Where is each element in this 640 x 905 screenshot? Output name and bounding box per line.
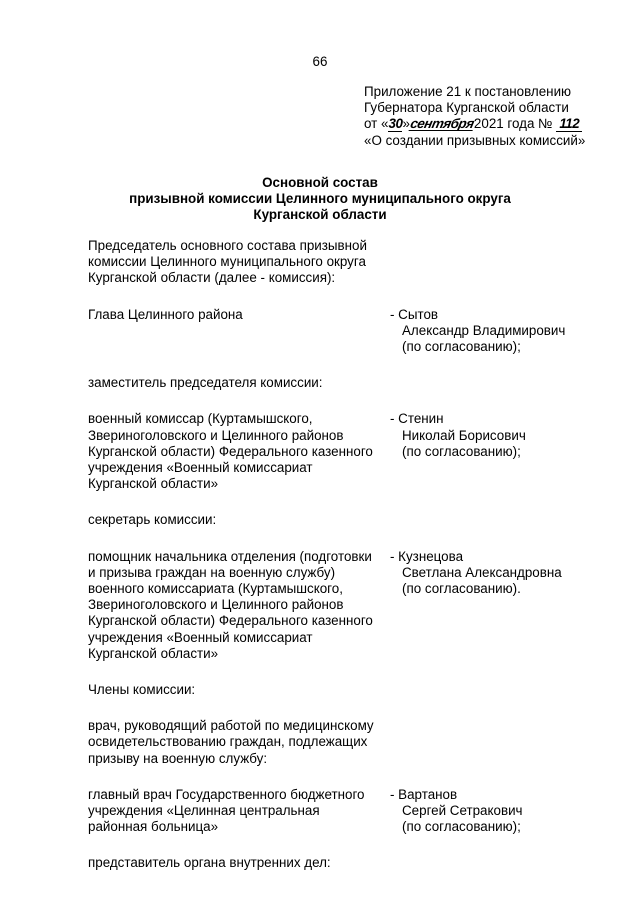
position-line: учреждения «Военный комиссариат	[88, 629, 313, 645]
handwritten-month: сентября	[408, 116, 476, 132]
position-line: Курганской области) Федерального казенного	[88, 443, 373, 459]
member-name	[390, 549, 600, 598]
name-line: Светлана Александровна	[402, 564, 562, 580]
page-number: 66	[312, 54, 328, 69]
position-line: учреждения «Целинная центральная	[88, 803, 320, 819]
member-name	[390, 411, 600, 460]
position-line: и призыва граждан на военную службу)	[88, 564, 336, 580]
name-line: Николай Борисович	[402, 427, 526, 443]
member-name	[390, 307, 600, 356]
secretary-label: секретарь комиссии:	[88, 512, 217, 528]
position-line: Звериноголовского и Целинного районов	[88, 597, 344, 613]
appendix-line-3	[364, 116, 634, 132]
name-line: (по согласованию);	[402, 443, 521, 459]
position-line: Звериноголовского и Целинного районов	[88, 427, 344, 443]
deputy-label: заместитель председателя комиссии:	[88, 375, 323, 391]
position-line: Курганской области»	[88, 645, 219, 661]
document-title	[0, 175, 640, 224]
member-position	[88, 549, 390, 662]
member-name	[390, 787, 600, 836]
name-line: (по согласованию);	[402, 819, 521, 835]
title-line-2: призывной комиссии Целинного муниципального округа	[129, 191, 511, 207]
appendix-line-1: Приложение 21 к постановлению	[364, 84, 572, 99]
position-line: военного комиссариата (Куртамышского,	[88, 581, 343, 597]
doctor-label	[88, 718, 390, 767]
position-line: главный врач Государственного бюджетного	[88, 786, 365, 802]
member-row-doctor	[88, 787, 608, 836]
doctor-label-line: освидетельствованию граждан, подлежащих	[88, 734, 368, 750]
name-line: (по согласованию).	[402, 581, 521, 597]
appendix-year: 2021 года №	[473, 116, 553, 132]
title-line-1: Основной состав	[262, 175, 378, 190]
member-row-secretary	[88, 549, 608, 662]
police-label: представитель органа внутренних дел:	[88, 855, 331, 871]
member-position	[88, 787, 390, 836]
members-label: Члены комиссии:	[88, 682, 196, 698]
appendix-line-2: Губернатора Курганской области	[364, 100, 569, 116]
position-line: Курганской области»	[88, 476, 219, 492]
name-line: Александр Владимирович	[402, 322, 566, 338]
position-line: помощник начальника отделения (подготовки	[88, 548, 372, 564]
chairman-header-line: комиссии Целинного муниципального округа	[88, 254, 366, 270]
name-line: - Кузнецова	[390, 548, 464, 564]
position-line: Курганской области) Федерального казенного	[88, 613, 373, 629]
name-line: - Стенин	[390, 411, 444, 427]
chairman-header-line: Председатель основного состава призывной	[88, 238, 367, 253]
name-line: (по согласованию);	[402, 339, 521, 355]
chairman-header-line: Курганской области (далее - комиссия):	[88, 270, 336, 286]
commission-list	[88, 238, 608, 892]
member-row-deputy	[88, 411, 608, 492]
position-line: учреждения «Военный комиссариат	[88, 460, 313, 476]
name-line: - Вартанов	[390, 786, 458, 802]
appendix-line-4: «О создании призывных комиссий»	[364, 132, 586, 148]
member-position	[88, 411, 390, 492]
position-line: районная больница»	[88, 819, 219, 835]
member-position	[88, 307, 390, 323]
name-line: - Сытов	[390, 306, 439, 322]
doctor-label-line: врач, руководящий работой по медицинскому	[88, 718, 374, 734]
title-line-3: Курганской области	[253, 207, 387, 223]
handwritten-day: 30	[388, 116, 403, 132]
chairman-header	[88, 238, 390, 287]
appendix-header	[364, 84, 634, 149]
handwritten-number: 112	[556, 116, 582, 132]
name-line: Сергей Сетракович	[402, 803, 523, 819]
appendix-date-prefix: от «	[364, 116, 389, 132]
position-line: военный комиссар (Куртамышского,	[88, 411, 313, 427]
doctor-label-line: призыву на военную службу:	[88, 750, 268, 766]
member-row-chairman	[88, 307, 608, 356]
appendix-date-mid: »	[402, 116, 410, 132]
position-line: Глава Целинного района	[88, 306, 243, 322]
